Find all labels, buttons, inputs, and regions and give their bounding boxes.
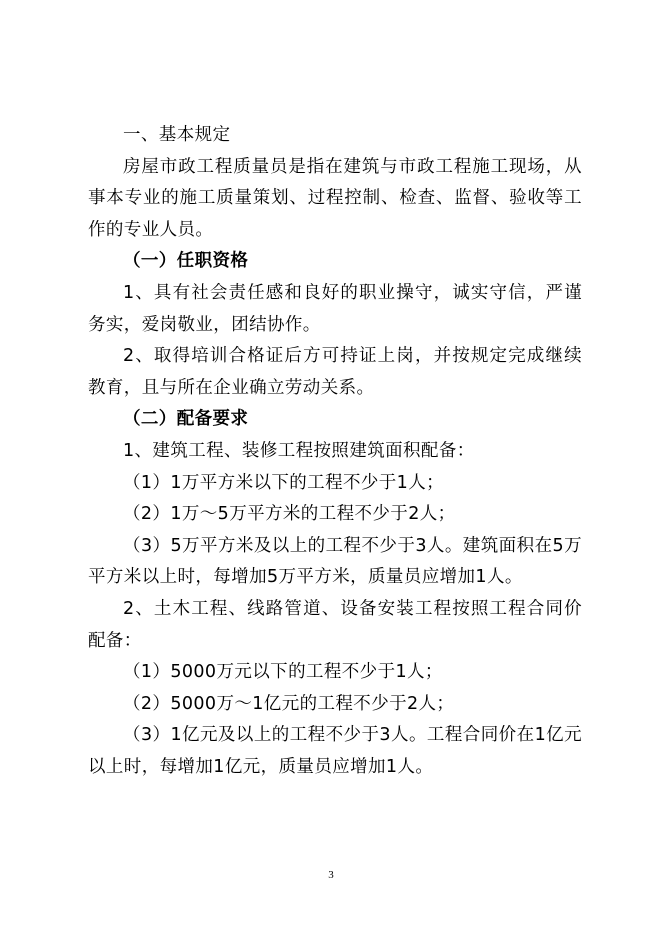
list-item-building-2: （2）1万～5万平方米的工程不少于2人； [123, 504, 456, 525]
subheading-staffing-requirements: （二）配备要求 [123, 409, 249, 430]
list-item-civil-2: （2）5000万～1亿元的工程不少于2人； [123, 693, 455, 714]
list-item-building-1: （1）1万平方米以下的工程不少于1人； [123, 472, 445, 493]
subheading-qualifications: （一）任职资格 [123, 251, 249, 272]
paragraph-qualification-1: 1、具有社会责任感和良好的职业操守，诚实守信，严谨务实，爱岗敬业，团结协作。 [88, 282, 582, 335]
list-item-civil-3: （3）1亿元及以上的工程不少于3人。工程合同价在1亿元以上时，每增加1亿元，质量员应增加1人。 [88, 725, 582, 777]
paragraph-civil-staffing: 2、土木工程、线路管道、设备安装工程按照工程合同价配备： [88, 598, 582, 651]
list-item-civil-1: （1）5000万元以下的工程不少于1人； [123, 662, 443, 683]
list-item-building-3: （3）5万平方米及以上的工程不少于3人。建筑面积在5万平方米以上时，每增加5万平方米，质量员应增加1人。 [88, 535, 582, 588]
paragraph-building-staffing: 1、建筑工程、装修工程按照建筑面积配备： [123, 440, 475, 461]
page-number: 3 [328, 869, 334, 881]
section-heading-basic-rules: 一、基本规定 [123, 125, 231, 145]
document-body [88, 120, 582, 783]
paragraph-definition: 房屋市政工程质量员是指在建筑与市政工程施工现场，从事本专业的施工质量策划、过程控制、检查、监督、验收等工作的专业人员。 [88, 156, 582, 240]
paragraph-qualification-2: 2、取得培训合格证后方可持证上岗，并按规定完成继续教育，且与所在企业确立劳动关系。 [88, 346, 582, 398]
